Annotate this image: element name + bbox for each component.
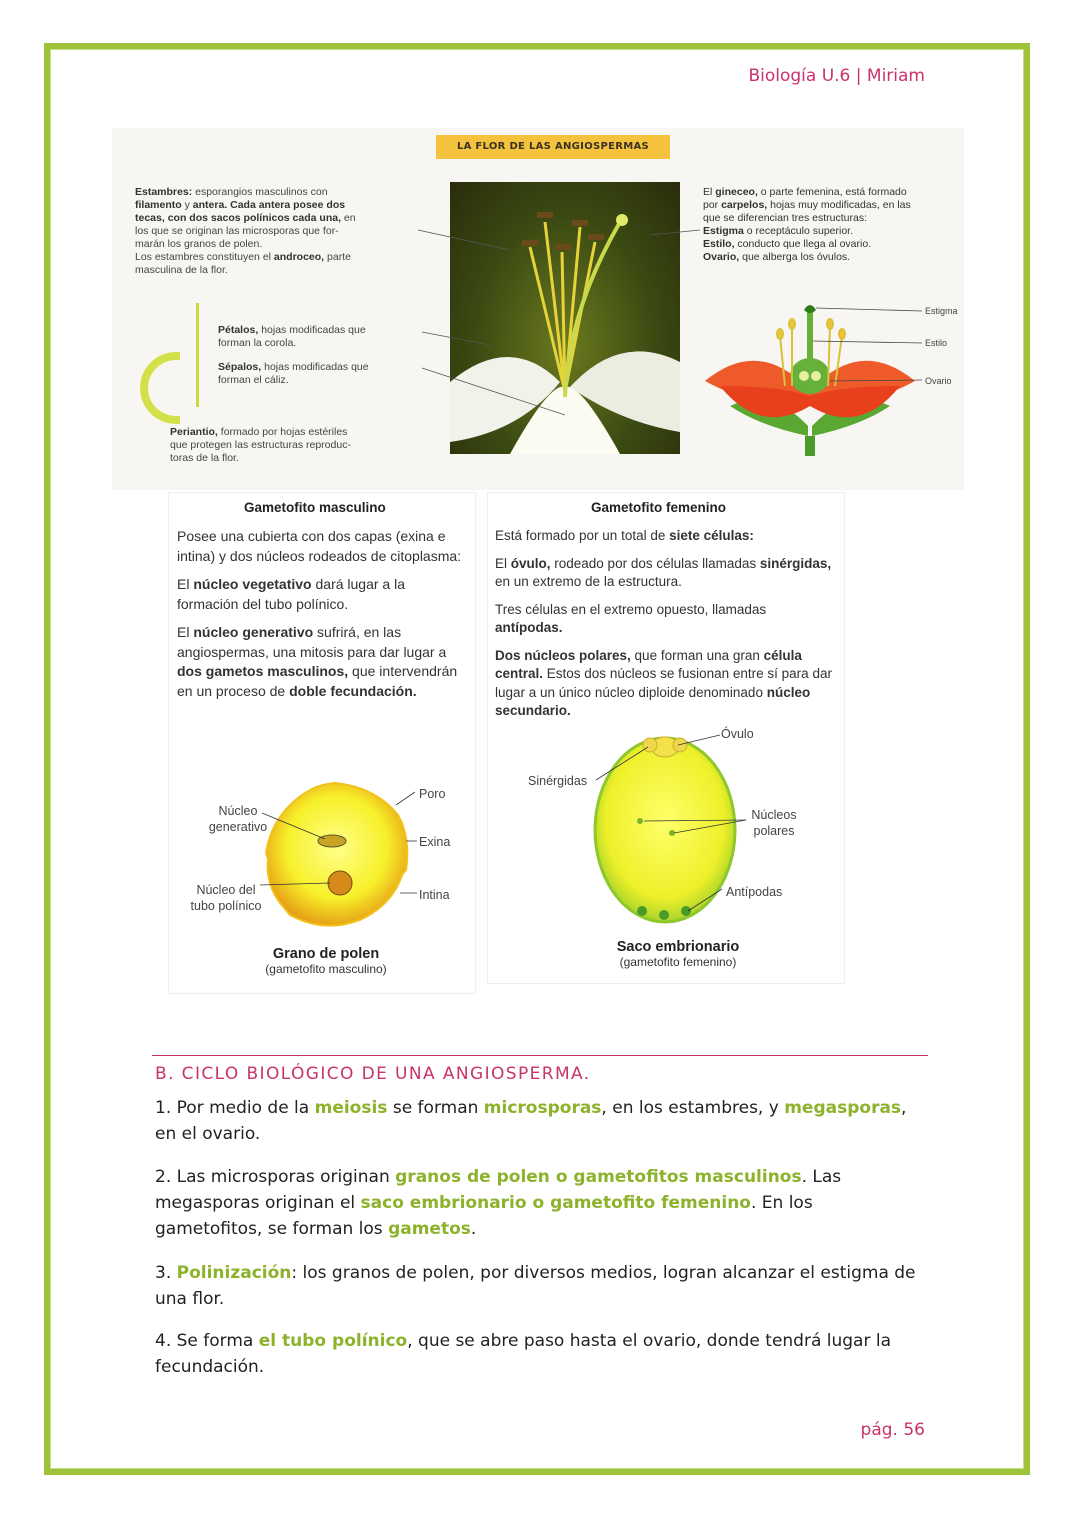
perianth-bracket: [196, 303, 207, 407]
male-panel-title: Gametofito masculino: [244, 500, 386, 515]
petalos-text: Pétalos, hojas modificadas que forman la corola.: [218, 324, 366, 349]
figure-title: LA FLOR DE LAS ANGIOSPERMAS: [436, 135, 670, 159]
page-header: Biología U.6 | Miriam: [748, 66, 925, 86]
label-estilo: Estilo: [925, 338, 948, 348]
label-nucleos-polares: Núcleos polares: [751, 808, 797, 838]
label-nucleo-generativo: Núcleo generativo: [208, 804, 268, 834]
cycle-step-1: 1. Por medio de la meiosis se forman microsporas, en los estambres, y megasporas, en el ovario.: [155, 1098, 907, 1144]
female-panel-title: Gametofito femenino: [591, 500, 727, 515]
label-nucleo-tubo: Núcleo del tubo polínico: [190, 883, 262, 913]
female-panel-text: Está formado por un total de siete células: El óvulo, rodeado por dos células llamadas sinérgidas, en un extremo de la estructura. Tres células en el extremo opuesto, llamadas antípodas. Dos núcleos polares, que forman una gran célula central. Estos dos núcleos se fusionan entre sí para dar lugar a un único núcleo diploide denominado núcleo secundario.: [495, 528, 832, 718]
cycle-step-3: 3. Polinización: los granos de polen, por diversos medios, logran alcanzar el estigma de una flor.: [155, 1263, 916, 1309]
label-estigma: Estigma: [925, 306, 958, 316]
leader-lines: [400, 200, 720, 420]
page-number: pág. 56: [860, 1420, 925, 1440]
gineceo-text: El gineceo, o parte femenina, está formado por carpelos, hojas muy modificadas, en las que se diferencian tres estructuras: Estigma o receptáculo superior. Estilo, conducto que llega al ovario. Ovario, que alberga los óvulos.: [703, 186, 911, 263]
sepalos-text: Sépalos, hojas modificadas que forman el cáliz.: [218, 361, 369, 386]
embryo-sac-caption: Saco embrionario (gametofito femenino): [616, 939, 740, 969]
label-ovario: Ovario: [925, 376, 952, 386]
pollen-caption: Grano de polen (gametofito masculino): [265, 946, 387, 976]
label-poro: Poro: [419, 787, 446, 801]
section-b-title: B. CICLO BIOLÓGICO DE UNA ANGIOSPERMA.: [155, 1064, 591, 1084]
label-antipodas: Antípodas: [726, 885, 783, 899]
cycle-step-4: 4. Se forma el tubo polínico, que se abre paso hasta el ovario, donde tendrá lugar la fecundación.: [155, 1331, 892, 1377]
periantio-text: Periantio, formado por hojas estériles que protegen las estructuras reproduc- toras de la flor.: [170, 426, 351, 464]
section-divider: [152, 1055, 928, 1056]
male-panel-text: Posee una cubierta con dos capas (exina e intina) y dos núcleos rodeados de citoplasma: El núcleo vegetativo dará lugar a la formación del tubo polínico. El núcleo generativo sufrirá, en las angiospermas, una mitosis para dar lugar a dos gametos masculinos, que intervendrán en un proceso de doble fecundación.: [177, 528, 462, 699]
cycle-step-2: 2. Las microsporas originan granos de polen o gametofitos masculinos. Las megasporas originan el saco embrionario o gametofito femenino. En los gametofitos, se forman los gametos.: [155, 1167, 842, 1239]
estambres-text: Estambres: esporangios masculinos con filamento y antera. Cada antera posee dos tecas, con dos sacos polínicos cada una, en los que se originan las microsporas que for- marán los granos de polen. Los estambres constituyen el androceo, parte masculina de la flor.: [135, 186, 356, 276]
label-exina: Exina: [419, 835, 451, 849]
label-sinergidas: Sinérgidas: [528, 774, 588, 788]
flower-diagram: [700, 296, 962, 456]
label-intina: Intina: [419, 888, 450, 902]
label-ovulo: Óvulo: [721, 727, 754, 741]
